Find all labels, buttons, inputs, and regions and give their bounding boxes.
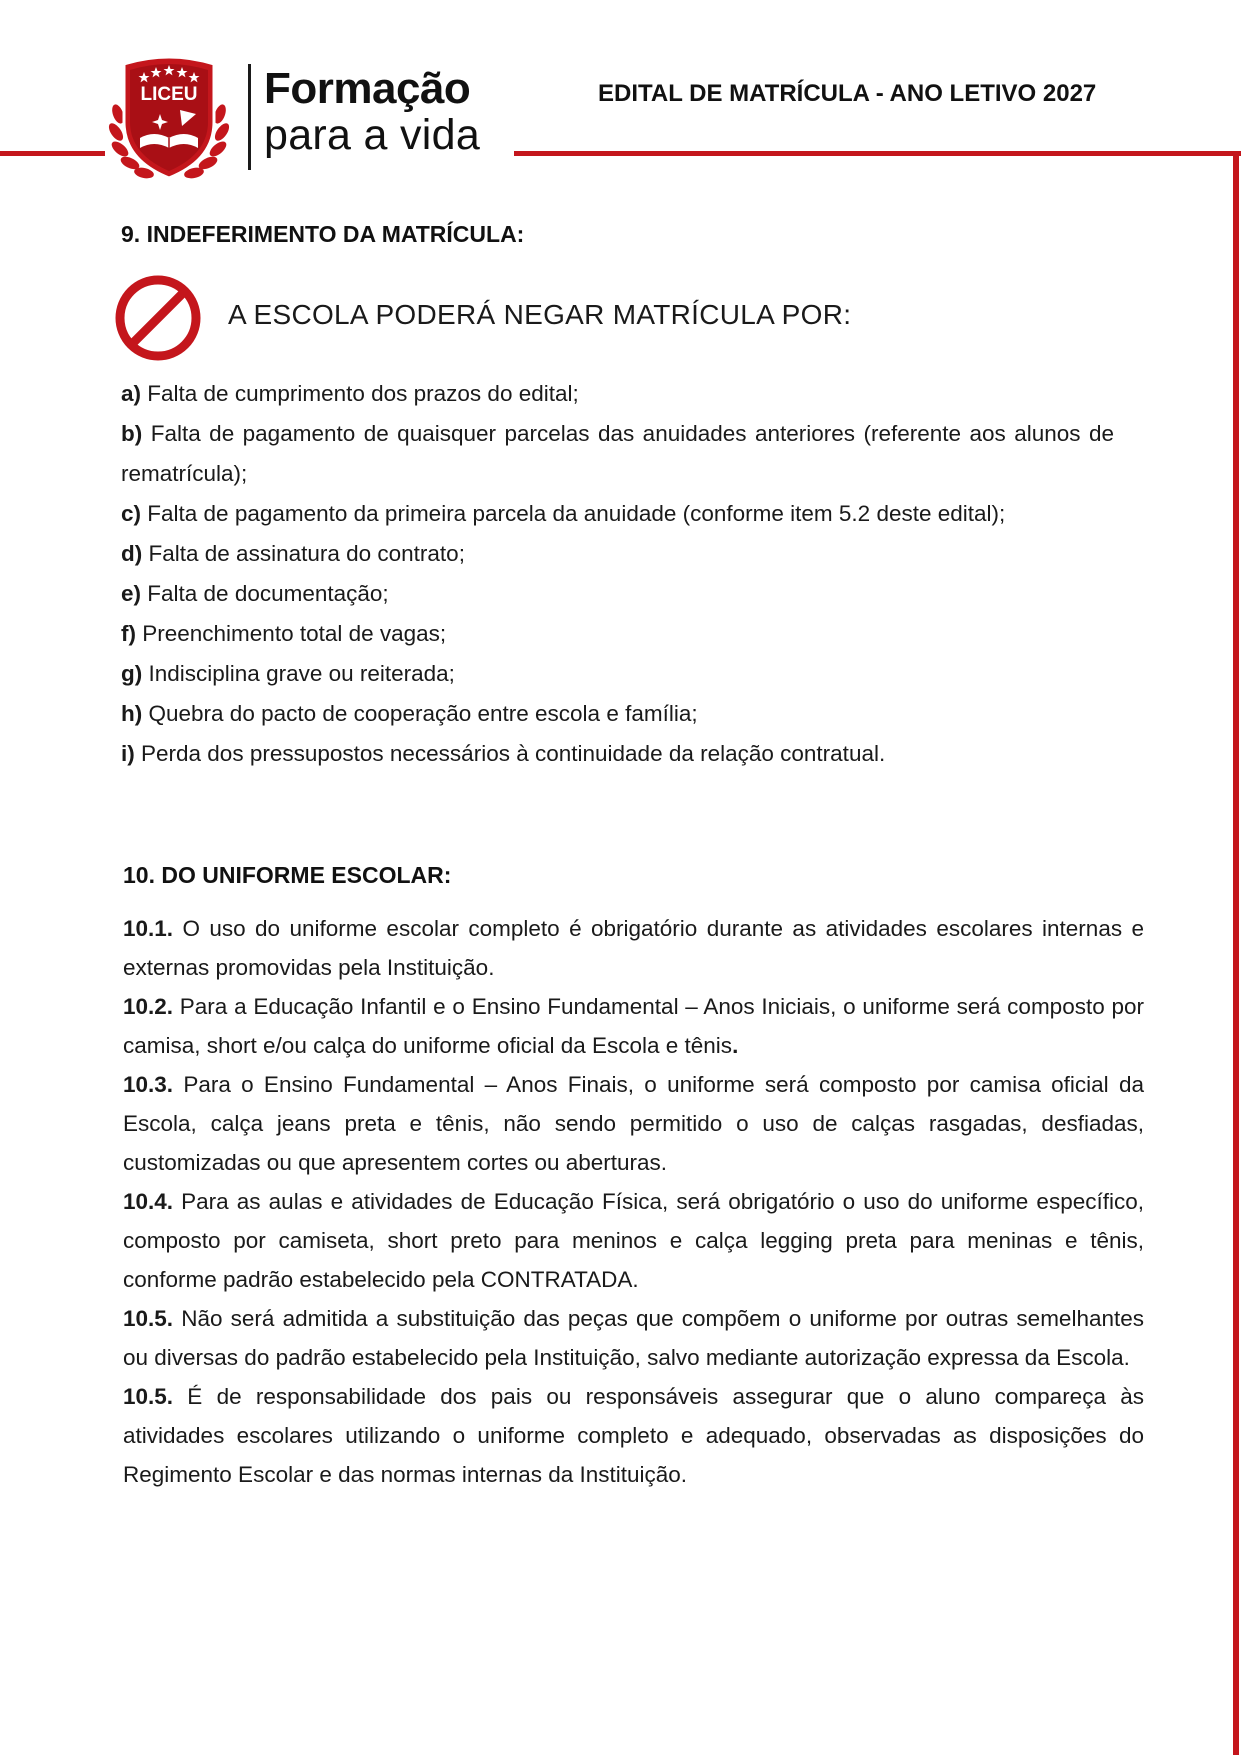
item-text: Indisciplina grave ou reiterada;	[142, 661, 455, 686]
rule-paragraph	[123, 1299, 1144, 1377]
rule-paragraph	[123, 987, 1144, 1065]
item-text: Perda dos pressupostos necessários à continuidade da relação contratual.	[134, 741, 886, 766]
prohibited-icon	[114, 274, 202, 362]
section-9-heading: 9. INDEFERIMENTO DA MATRÍCULA:	[121, 221, 525, 247]
rule-text: Não será admitida a substituição das peças que compõem o uniforme por outras semelhantes ou diversas do padrão estabelecido pela Instituição, salvo mediante autorização expressa da Escola.	[123, 1306, 1144, 1370]
rule-text: Para o Ensino Fundamental – Anos Finais, o uniforme será composto por camisa oficial da Escola, calça jeans preta e tênis, não sendo permitido o uso de calças rasgadas, desfiadas, customizadas ou que apresentem cortes ou aberturas.	[123, 1072, 1144, 1175]
tagline-strong: Formação	[264, 64, 471, 113]
item-label: g)	[121, 661, 143, 686]
list-item	[121, 694, 1114, 734]
rule-label: 10.3.	[123, 1072, 174, 1097]
frame-line-right	[1233, 151, 1239, 1755]
rule-text: É de responsabilidade dos pais ou responsáveis assegurar que o aluno compareça às atividades escolares utilizando o uniforme completo e adequado, observadas as disposições do Regimento Escolar e das normas internas da Instituição.	[123, 1384, 1144, 1487]
item-text: Falta de pagamento da primeira parcela da anuidade (conforme item 5.2 deste edital);	[141, 501, 1006, 526]
tagline	[264, 66, 480, 158]
list-item	[121, 574, 1114, 614]
rule-label: 10.1.	[123, 916, 174, 941]
rule-label: 10.5.	[123, 1384, 174, 1409]
rule-paragraph	[123, 1065, 1144, 1182]
item-text: Falta de pagamento de quaisquer parcelas das anuidades anteriores (referente aos alunos de rematrícula);	[121, 421, 1114, 486]
item-label: h)	[121, 701, 143, 726]
rule-label: 10.5.	[123, 1306, 174, 1331]
rule-paragraph	[123, 909, 1144, 987]
list-item	[121, 374, 1114, 414]
item-label: f)	[121, 621, 136, 646]
item-text: Preenchimento total de vagas;	[136, 621, 447, 646]
list-item	[121, 654, 1114, 694]
item-label: e)	[121, 581, 142, 606]
list-item	[121, 614, 1114, 654]
uniform-rules	[123, 909, 1144, 1494]
tagline-light: para a vida	[264, 111, 481, 159]
list-item	[121, 414, 1114, 494]
refusal-reasons-list	[121, 374, 1114, 774]
rule-text: O uso do uniforme escolar completo é obrigatório durante as atividades escolares internas e externas promovidas pela Instituição.	[123, 916, 1144, 980]
item-label: c)	[121, 501, 142, 526]
rule-paragraph	[123, 1182, 1144, 1299]
item-text: Falta de cumprimento dos prazos do edital;	[141, 381, 579, 406]
item-text: Falta de assinatura do contrato;	[142, 541, 465, 566]
rule-label: 10.2.	[123, 994, 174, 1019]
section-10-heading: 10. DO UNIFORME ESCOLAR:	[123, 862, 452, 888]
list-item	[121, 534, 1114, 574]
item-label: b)	[121, 421, 143, 446]
frame-line-top-left	[0, 151, 105, 156]
liceu-logo	[104, 52, 234, 186]
refusal-notice: A ESCOLA PODERÁ NEGAR MATRÍCULA POR:	[228, 299, 852, 330]
item-label: d)	[121, 541, 143, 566]
logo-divider	[248, 64, 251, 170]
logo-text: LICEU	[140, 84, 198, 105]
rule-paragraph	[123, 1377, 1144, 1494]
list-item	[121, 734, 1114, 774]
list-item	[121, 494, 1114, 534]
rule-label: 10.4.	[123, 1189, 174, 1214]
rule-text: Para as aulas e atividades de Educação Física, será obrigatório o uso do uniforme específico, composto por camiseta, short preto para meninos e calça legging preta para meninas e tênis, conforme padrão estabelecido pela CONTRATADA.	[123, 1189, 1144, 1292]
item-label: i)	[121, 741, 135, 766]
rule-text: Para a Educação Infantil e o Ensino Fundamental – Anos Iniciais, o uniforme será composto por camisa, short e/ou calça do uniforme oficial da Escola e tênis	[123, 994, 1144, 1058]
frame-line-top-right	[514, 151, 1241, 156]
item-text: Quebra do pacto de cooperação entre escola e família;	[142, 701, 698, 726]
item-text: Falta de documentação;	[141, 581, 389, 606]
item-label: a)	[121, 381, 142, 406]
document-title: EDITAL DE MATRÍCULA - ANO LETIVO 2027	[598, 80, 1097, 107]
rule-suffix: .	[732, 1033, 739, 1058]
